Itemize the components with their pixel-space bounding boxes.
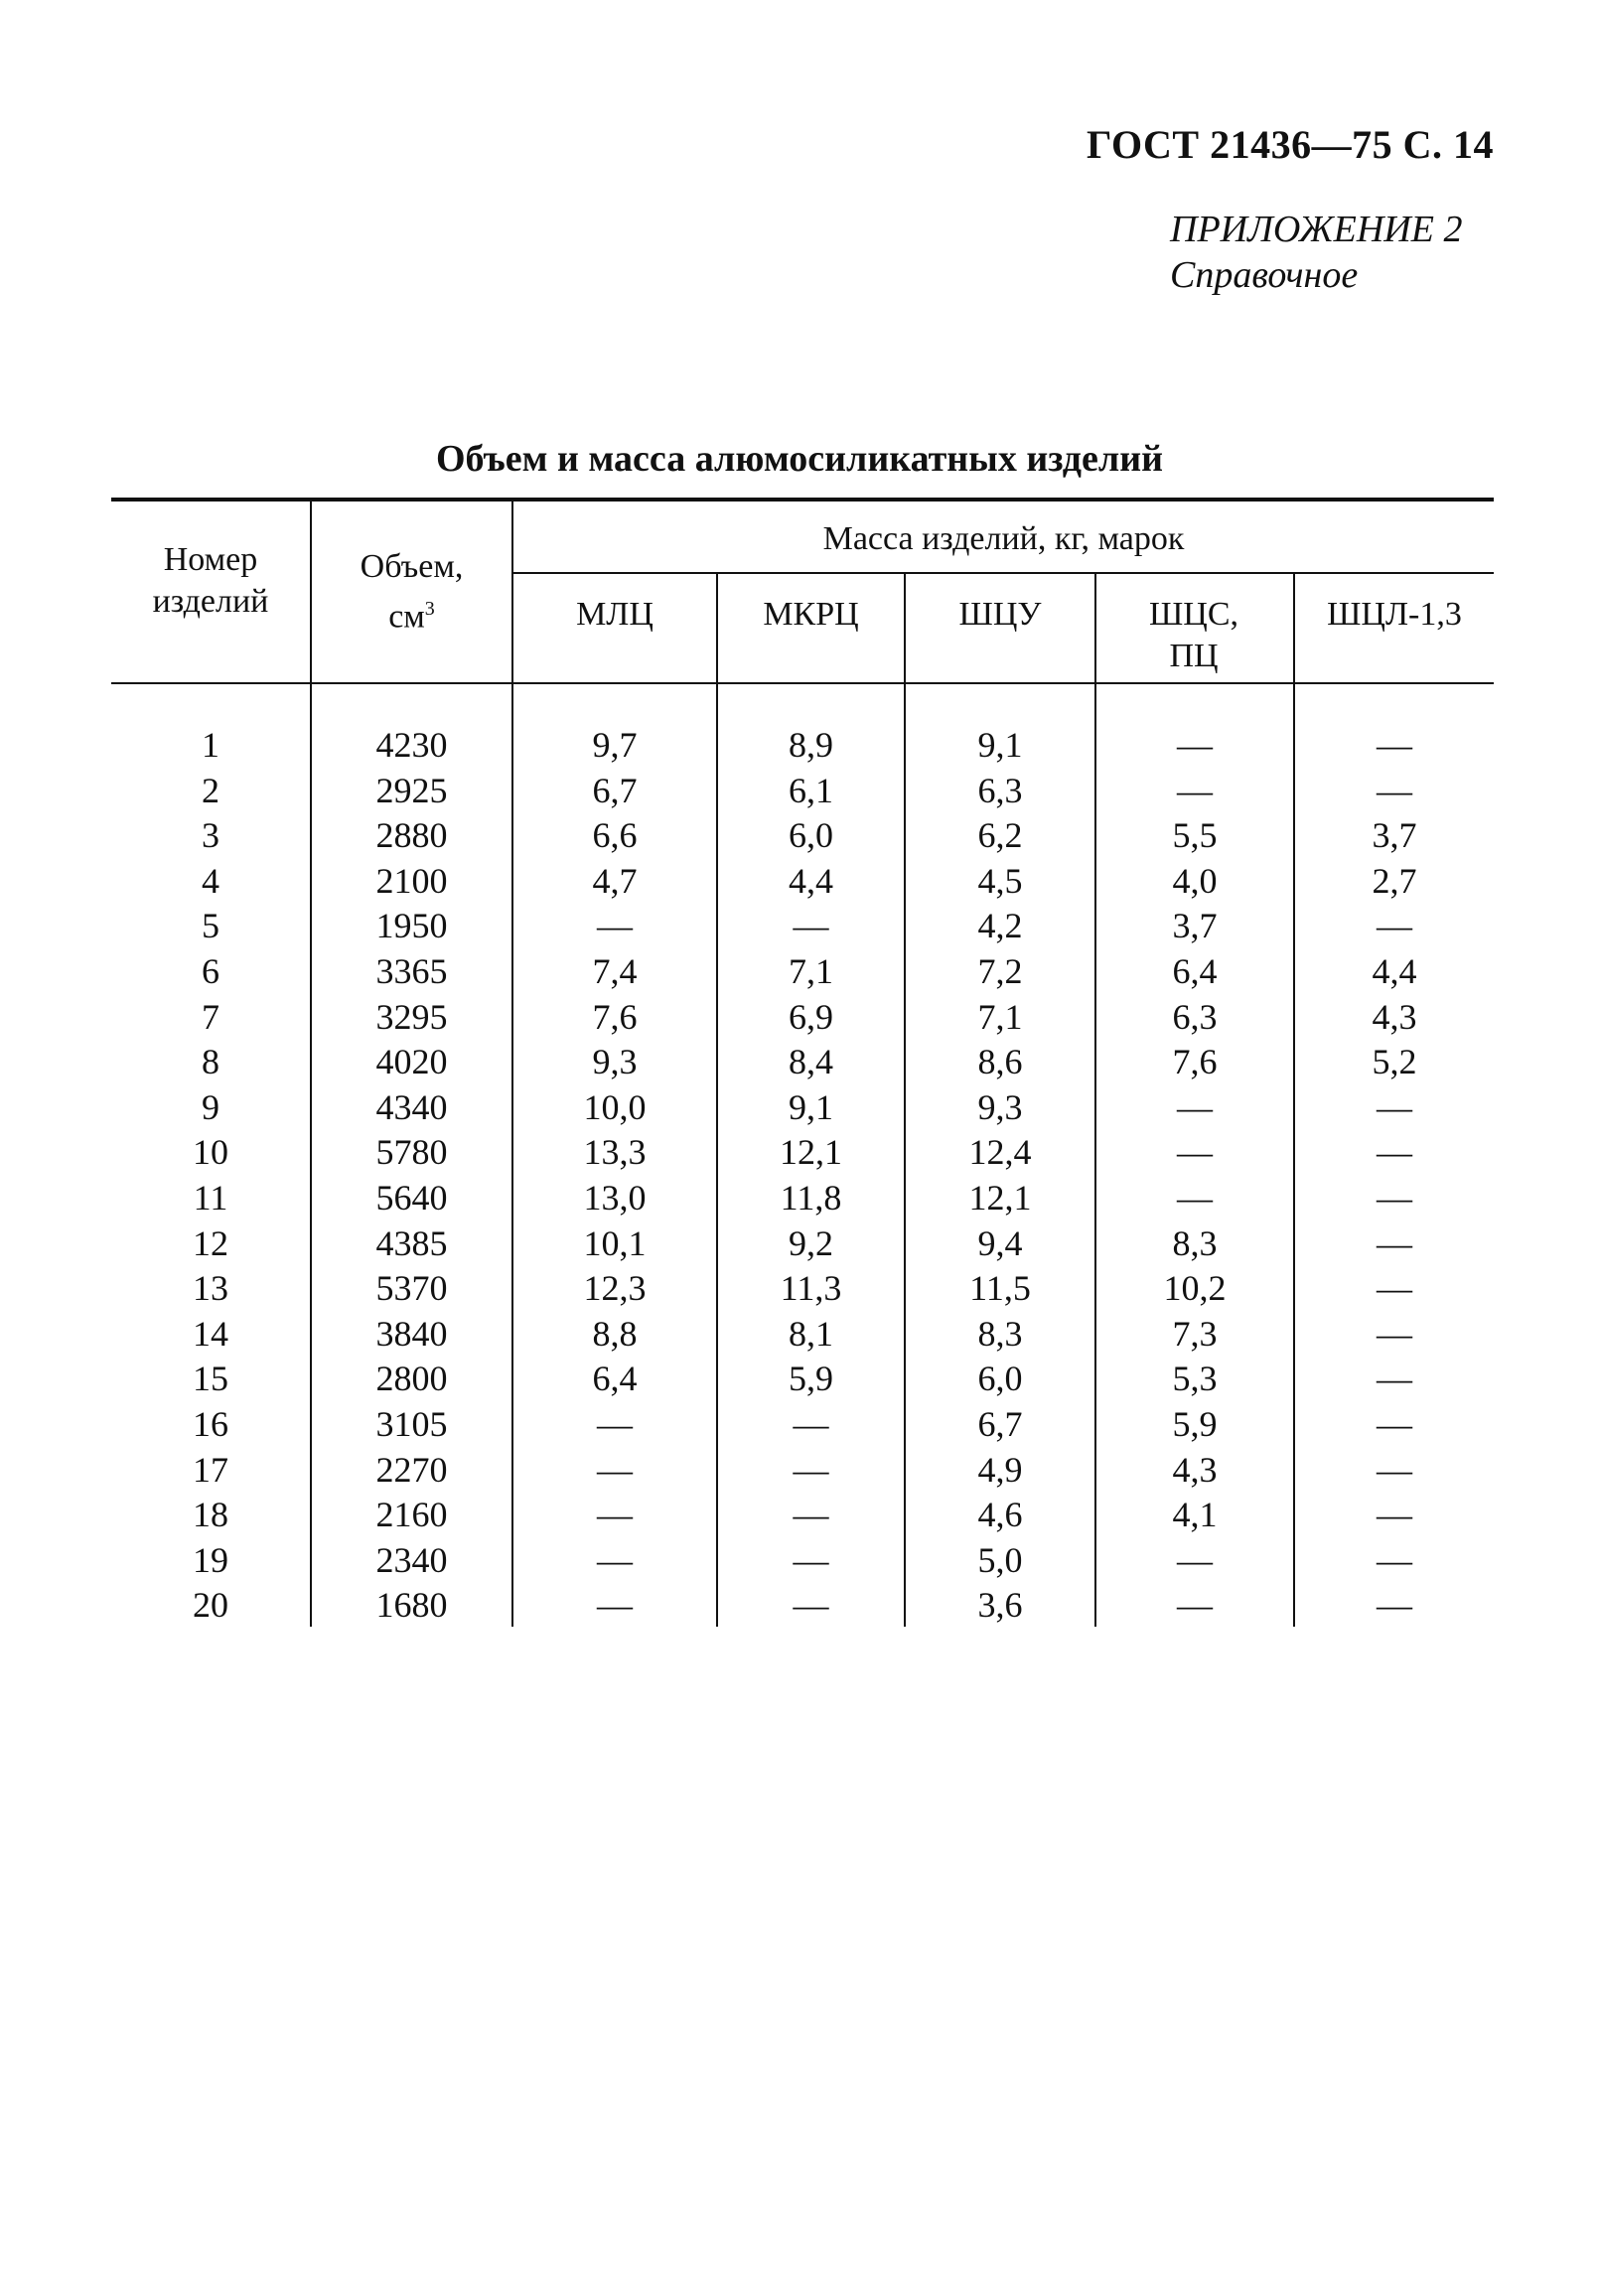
table-cell: — (793, 1495, 829, 1535)
table-cell: — (793, 1539, 829, 1580)
table-cell: 12,1 (968, 1178, 1032, 1218)
table-cell: — (597, 1449, 633, 1490)
table-cell: — (1177, 1086, 1213, 1127)
appendix-subtitle: Справочное (1170, 254, 1359, 296)
table-cell: 5,9 (1172, 1404, 1218, 1444)
table-cell: 9,2 (789, 1222, 833, 1263)
table-cell: 8,6 (977, 1042, 1023, 1082)
table-cell: 11 (193, 1178, 228, 1218)
table-cell: 2270 (375, 1449, 448, 1490)
table-cell: 20 (193, 1585, 228, 1626)
table-cell: 4340 (375, 1086, 448, 1127)
table-cell: 9 (202, 1086, 219, 1127)
table-cell: 4230 (375, 725, 448, 765)
table-cell: 7,1 (977, 996, 1023, 1037)
header-grade: МЛЦ (576, 596, 654, 633)
table-cell: 6,1 (789, 770, 833, 810)
table-cell: 13,0 (583, 1178, 647, 1218)
header-volume-label: Объем, (360, 548, 464, 585)
table-cell: 4,5 (977, 860, 1023, 901)
table-cell: 4,0 (1172, 860, 1218, 901)
table-cell: 2100 (375, 860, 448, 901)
table-cell: 4,4 (1372, 951, 1417, 991)
table-cell: 3 (202, 815, 219, 856)
table-cell: 4 (202, 860, 219, 901)
table-cell: 9,1 (789, 1086, 833, 1127)
table-cell: 3,6 (977, 1585, 1023, 1626)
table-cell: 6,2 (977, 815, 1023, 856)
table-cell: 9,7 (592, 725, 638, 765)
table-cell: 8,1 (789, 1313, 833, 1354)
table-cell: 5,3 (1172, 1359, 1218, 1399)
table-cell: 11,5 (969, 1268, 1031, 1309)
table-cell: — (1377, 1313, 1412, 1354)
table-cell: 6,3 (977, 770, 1023, 810)
table-cell: — (597, 1404, 633, 1444)
table-cell: — (1377, 1132, 1412, 1173)
table-cell: — (793, 1404, 829, 1444)
table-cell: 3105 (375, 1404, 448, 1444)
table-cell: 19 (193, 1539, 228, 1580)
table-cell: 6,6 (592, 815, 638, 856)
table-cell: — (1377, 1222, 1412, 1263)
table-cell: — (1177, 1132, 1213, 1173)
table-cell: 8,3 (1172, 1222, 1218, 1263)
table-cell: 18 (193, 1495, 228, 1535)
table-cell: 5780 (375, 1132, 448, 1173)
table-cell: — (1377, 1539, 1412, 1580)
table-cell: 3,7 (1172, 906, 1218, 946)
table-cell: 6,3 (1172, 996, 1218, 1037)
appendix-label (1170, 207, 1462, 298)
table-cell: 4,3 (1372, 996, 1417, 1037)
table-cell: 9,3 (977, 1086, 1023, 1127)
table-cell: — (1377, 725, 1412, 765)
table-cell: 4,4 (789, 860, 833, 901)
table-cell: 6,7 (977, 1404, 1023, 1444)
table-cell: 17 (193, 1449, 228, 1490)
table-cell: 2340 (375, 1539, 448, 1580)
table-cell: 11,8 (780, 1178, 842, 1218)
table-cell: 2880 (375, 815, 448, 856)
table-cell: — (793, 1585, 829, 1626)
table-cell: 9,1 (977, 725, 1023, 765)
table-cell: 3840 (375, 1313, 448, 1354)
table-cell: 7,4 (592, 951, 638, 991)
table-cell: 2 (202, 770, 219, 810)
table-cell: 6,4 (1172, 951, 1218, 991)
table-cell: 6,0 (789, 815, 833, 856)
table-cell: 8,9 (789, 725, 833, 765)
table-cell: — (597, 1539, 633, 1580)
table-cell: 6,9 (789, 996, 833, 1037)
table-cell: — (1377, 906, 1412, 946)
table-top-rule (111, 498, 1494, 502)
header-volume-unit-sup: 3 (424, 598, 435, 620)
table-cell: 7,3 (1172, 1313, 1218, 1354)
table-cell: — (793, 1449, 829, 1490)
table-cell: — (793, 906, 829, 946)
header-volume-unit-line (312, 588, 511, 638)
table-cell: 2160 (375, 1495, 448, 1535)
table-cell: 12,1 (780, 1132, 842, 1173)
table-header-rule (111, 682, 1494, 684)
table-subheader-rule (512, 572, 1494, 574)
table-cell: 2925 (375, 770, 448, 810)
table-cell: 13 (193, 1268, 228, 1309)
table-cell: 7,2 (977, 951, 1023, 991)
table-cell: 4385 (375, 1222, 448, 1263)
table-cell: — (597, 1585, 633, 1626)
table-cell: 3295 (375, 996, 448, 1037)
table-cell: 7,6 (592, 996, 638, 1037)
table-cell: 6,0 (977, 1359, 1023, 1399)
table-cell: 4,2 (977, 906, 1023, 946)
table-cell: 10 (193, 1132, 228, 1173)
table-cell: 9,3 (592, 1042, 638, 1082)
header-number: Номер изделий (152, 541, 269, 620)
header-grade: ШЦУ (958, 596, 1042, 633)
table-cell: 7,1 (789, 951, 833, 991)
table-cell: 8 (202, 1042, 219, 1082)
table-cell: — (597, 1495, 633, 1535)
table-cell: — (1177, 770, 1213, 810)
table-cell: 5 (202, 906, 219, 946)
table-cell: 3,7 (1372, 815, 1417, 856)
table-cell: 12 (193, 1222, 228, 1263)
header-volume-unit: см (388, 598, 425, 636)
table-cell: 5640 (375, 1178, 448, 1218)
table-cell: 16 (193, 1404, 228, 1444)
table-cell: 10,2 (1163, 1268, 1227, 1309)
table-title: Объем и масса алюмосиликатных изделий (435, 438, 1164, 480)
header-grade: ШЦЛ-1,3 (1327, 596, 1462, 633)
table-cell: 2,7 (1372, 860, 1417, 901)
header-grade: ШЦС, ПЦ (1148, 596, 1239, 674)
table-cell: 5,2 (1372, 1042, 1417, 1082)
page-header: ГОСТ 21436—75 С. 14 (1086, 122, 1494, 167)
table-cell: 8,8 (592, 1313, 638, 1354)
table-cell: — (597, 906, 633, 946)
table-cell: 10,1 (583, 1222, 647, 1263)
table-cell: 1950 (375, 906, 448, 946)
table-cell: 3365 (375, 951, 448, 991)
table-cell: 15 (193, 1359, 228, 1399)
table-cell: — (1177, 725, 1213, 765)
table-cell: 13,3 (583, 1132, 647, 1173)
table-cell: 9,4 (977, 1222, 1023, 1263)
table-cell: 5,0 (977, 1539, 1023, 1580)
table-cell: — (1377, 1585, 1412, 1626)
table-cell: 4,6 (977, 1495, 1023, 1535)
table-cell: 12,3 (583, 1268, 647, 1309)
table-cell: 6 (202, 951, 219, 991)
table-cell: — (1177, 1539, 1213, 1580)
table-cell: — (1177, 1178, 1213, 1218)
table-cell: 4020 (375, 1042, 448, 1082)
appendix-title: ПРИЛОЖЕНИЕ 2 (1170, 209, 1463, 250)
table-cell: 8,3 (977, 1313, 1023, 1354)
table-cell: — (1377, 1268, 1412, 1309)
table-cell: — (1377, 770, 1412, 810)
table-cell: 5370 (375, 1268, 448, 1309)
header-grade: МКРЦ (763, 596, 859, 633)
table-cell: — (1177, 1585, 1213, 1626)
table-cell: 4,1 (1172, 1495, 1218, 1535)
table-cell: 5,9 (789, 1359, 833, 1399)
table-cell: — (1377, 1178, 1412, 1218)
table-cell: 8,4 (789, 1042, 833, 1082)
table-cell: 4,9 (977, 1449, 1023, 1490)
table-cell: 14 (193, 1313, 228, 1354)
table-cell: 10,0 (583, 1086, 647, 1127)
table-cell: 1680 (375, 1585, 448, 1626)
table-cell: — (1377, 1086, 1412, 1127)
table-cell: — (1377, 1449, 1412, 1490)
table-cell: 1 (202, 725, 219, 765)
table-cell: 6,7 (592, 770, 638, 810)
table-cell: 2800 (375, 1359, 448, 1399)
table-cell: — (1377, 1495, 1412, 1535)
table-cell: — (1377, 1404, 1412, 1444)
table-cell: 7,6 (1172, 1042, 1218, 1082)
table-cell: 7 (202, 996, 219, 1037)
header-volume (312, 546, 511, 638)
table-cell: 11,3 (780, 1268, 842, 1309)
table-cell: 5,5 (1172, 815, 1218, 856)
table-cell: 12,4 (968, 1132, 1032, 1173)
table-cell: 4,3 (1172, 1449, 1218, 1490)
table-cell: — (1377, 1359, 1412, 1399)
table-cell: 6,4 (592, 1359, 638, 1399)
table-cell: 4,7 (592, 860, 638, 901)
header-mass-group: Масса изделий, кг, марок (822, 520, 1185, 557)
